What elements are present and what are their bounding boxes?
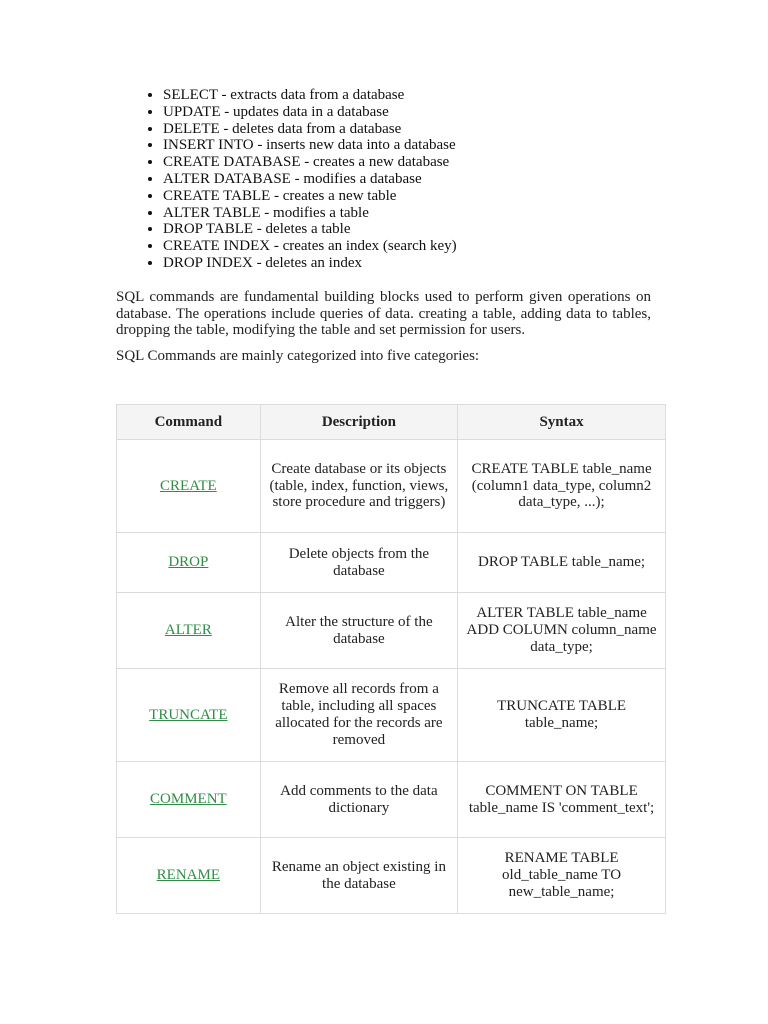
list-item: • DROP INDEX - deletes an index (163, 255, 457, 272)
list-item: • ALTER TABLE - modifies a table (163, 205, 457, 222)
header-description: Description (260, 405, 457, 440)
syntax-cell: DROP TABLE table_name; (458, 533, 666, 593)
description-cell: Remove all records from a table, including all spaces allocated for the records are removed (260, 669, 457, 762)
list-item: • DELETE - deletes data from a database (163, 121, 457, 138)
list-item: • CREATE TABLE - creates a new table (163, 188, 457, 205)
list-item: • SELECT - extracts data from a database (163, 87, 457, 104)
list-item: • INSERT INTO - inserts new data into a database (163, 137, 457, 154)
description-cell: Delete objects from the database (260, 533, 457, 593)
syntax-cell: COMMENT ON TABLE table_name IS 'comment_text'; (458, 762, 666, 838)
command-link-alter[interactable]: ALTER (164, 622, 212, 639)
intro-paragraph: SQL commands are fundamental building blocks used to perform given operations on database. The operations include queries of data. creating a table, adding data to tables, dropping the table, modifying the table and set permission for users. (116, 289, 651, 339)
sql-commands-table (116, 404, 666, 914)
header-command: Command (117, 405, 261, 440)
categories-paragraph: SQL Commands are mainly categorized into five categories: (116, 348, 480, 364)
command-link-comment[interactable]: COMMENT (150, 791, 227, 808)
command-cell (117, 838, 261, 914)
command-link-rename[interactable]: RENAME (156, 867, 221, 884)
list-item: • CREATE DATABASE - creates a new database (163, 154, 457, 171)
description-cell: Rename an object existing in the database (260, 838, 457, 914)
table-row (117, 533, 666, 593)
list-item: • DROP TABLE - deletes a table (163, 221, 457, 238)
command-cell (117, 533, 261, 593)
description-cell: Alter the structure of the database (260, 593, 457, 669)
command-link-truncate[interactable]: TRUNCATE (149, 706, 228, 723)
command-link-create[interactable]: CREATE (160, 477, 217, 494)
table-row (117, 593, 666, 669)
table-header-row (117, 405, 666, 440)
header-syntax: Syntax (458, 405, 666, 440)
command-cell (117, 440, 261, 533)
syntax-cell: RENAME TABLE old_table_name TO new_table_name; (458, 838, 666, 914)
command-link-drop[interactable]: DROP (168, 554, 209, 571)
sql-command-list (138, 87, 457, 272)
table-row (117, 762, 666, 838)
command-cell (117, 669, 261, 762)
command-cell (117, 593, 261, 669)
list-item: • ALTER DATABASE - modifies a database (163, 171, 457, 188)
command-cell (117, 762, 261, 838)
list-item: • CREATE INDEX - creates an index (search key) (163, 238, 457, 255)
table-row (117, 669, 666, 762)
table-row (117, 440, 666, 533)
syntax-cell: TRUNCATE TABLE table_name; (458, 669, 666, 762)
table-row (117, 838, 666, 914)
description-cell: Create database or its objects (table, index, function, views, store procedure and triggers) (260, 440, 457, 533)
description-cell: Add comments to the data dictionary (260, 762, 457, 838)
syntax-cell: CREATE TABLE table_name (column1 data_type, column2 data_type, ...); (458, 440, 666, 533)
list-item: • UPDATE - updates data in a database (163, 104, 457, 121)
syntax-cell: ALTER TABLE table_name ADD COLUMN column_name data_type; (458, 593, 666, 669)
